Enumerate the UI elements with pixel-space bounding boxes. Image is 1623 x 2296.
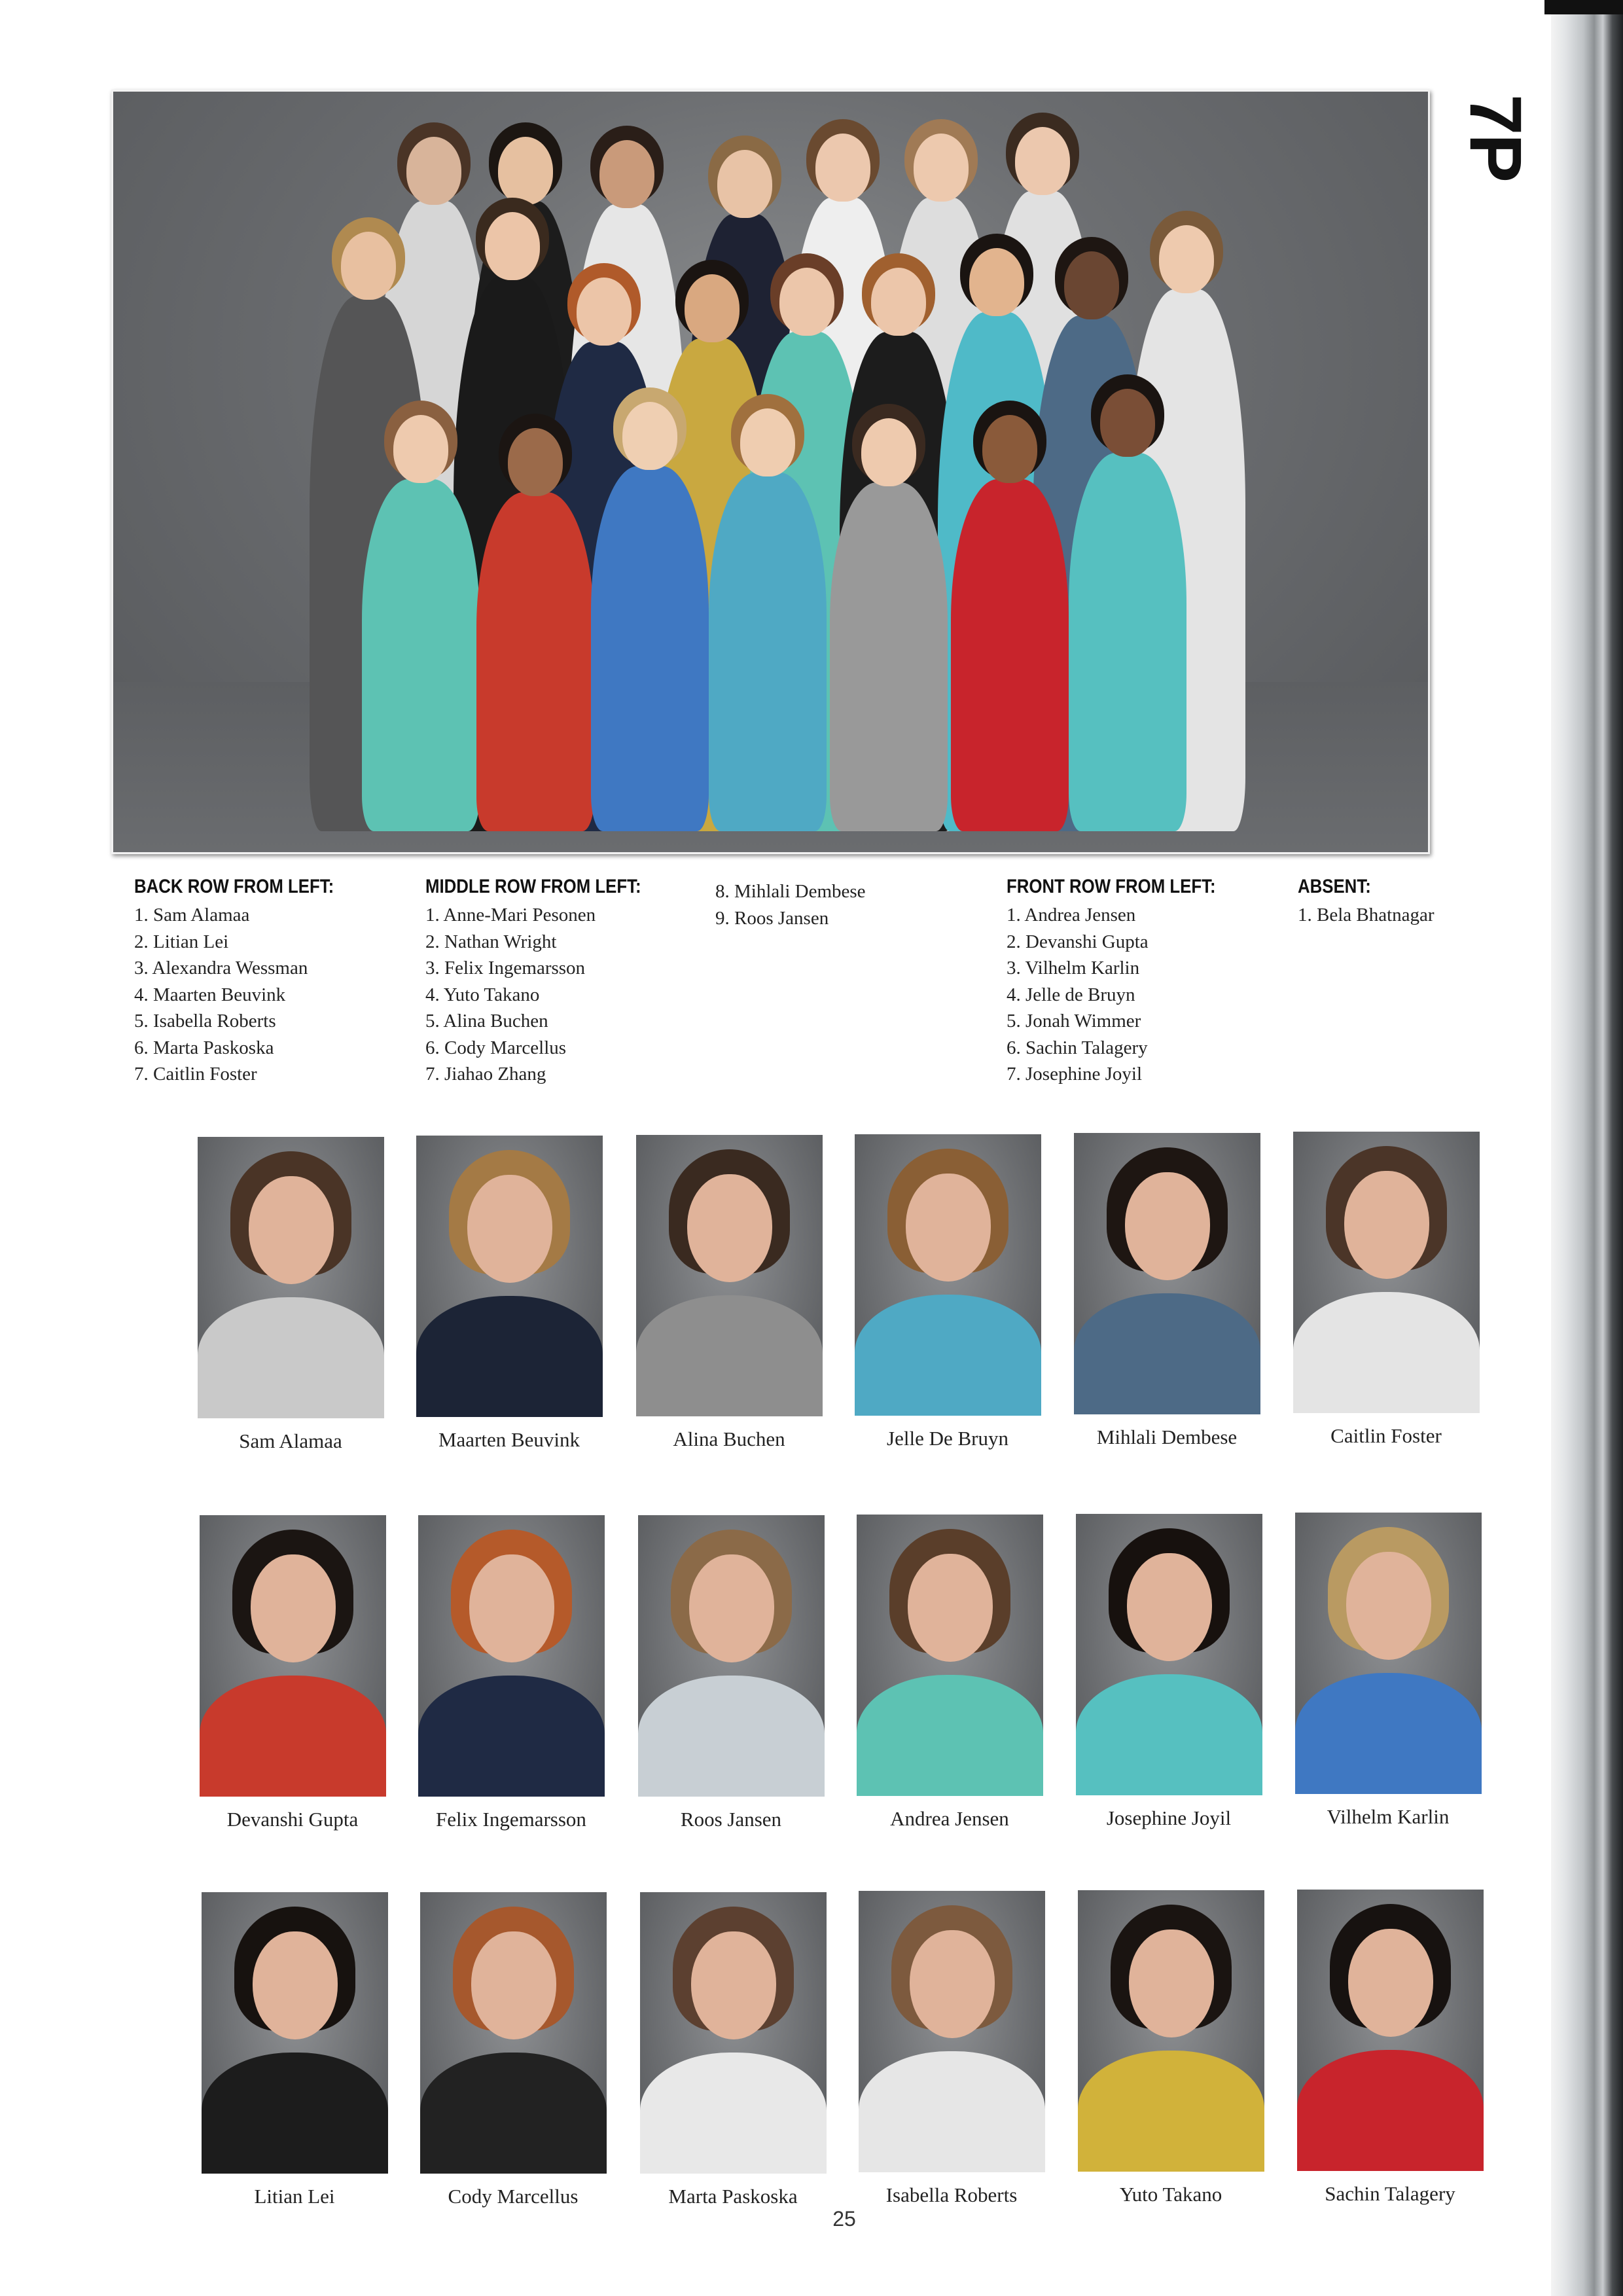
student-portrait xyxy=(640,1892,827,2174)
student-portrait xyxy=(200,1515,386,1797)
student-portrait xyxy=(636,1135,823,1416)
caption-name: 7. Jiahao Zhang xyxy=(425,1064,546,1085)
figure-face xyxy=(498,137,553,205)
portrait-shirt xyxy=(636,1295,823,1416)
caption-middle-row-continued xyxy=(715,878,866,931)
caption-name: 4. Maarten Beuvink xyxy=(134,984,286,1005)
student-portrait xyxy=(1295,1513,1482,1794)
figure-face xyxy=(599,140,654,208)
figure-body xyxy=(830,482,948,831)
figure-face xyxy=(1100,389,1155,457)
caption-name: 5. Isabella Roberts xyxy=(134,1011,276,1031)
portrait-name: Vilhelm Karlin xyxy=(1327,1805,1450,1828)
portrait-name: Roos Jansen xyxy=(680,1808,782,1831)
caption-name: 2. Litian Lei xyxy=(134,931,229,952)
portrait-shirt xyxy=(1297,2050,1484,2171)
portrait-shirt xyxy=(1078,2051,1264,2172)
portrait-name: Josephine Joyil xyxy=(1106,1806,1232,1829)
caption-name: 1. Anne-Mari Pesonen xyxy=(425,905,596,925)
portrait-name: Maarten Beuvink xyxy=(438,1428,580,1451)
caption-back-row xyxy=(134,876,366,1088)
figure-face xyxy=(1015,127,1070,195)
portrait-face xyxy=(687,1174,772,1282)
portrait-name: Caitlin Foster xyxy=(1330,1424,1442,1447)
student-portrait xyxy=(1293,1132,1480,1413)
portrait-name: Jelle De Bruyn xyxy=(887,1427,1008,1450)
portrait-shirt xyxy=(859,2051,1045,2172)
figure-face xyxy=(717,150,772,218)
student-portrait xyxy=(416,1136,603,1417)
figure-body xyxy=(476,492,594,831)
portrait-face xyxy=(1127,1553,1212,1661)
portrait-name: Mihlali Dembese xyxy=(1096,1426,1238,1448)
portrait-shirt xyxy=(416,1296,603,1417)
portrait-name: Felix Ingemarsson xyxy=(436,1808,586,1831)
portrait-face xyxy=(1348,1929,1433,2037)
figure-body xyxy=(362,479,480,831)
portrait-shirt xyxy=(200,1676,386,1797)
portrait-face xyxy=(906,1174,991,1282)
portrait-name: Devanshi Gupta xyxy=(226,1808,359,1831)
caption-name: 1. Sam Alamaa xyxy=(134,905,250,925)
portrait-shirt xyxy=(1295,1673,1482,1794)
caption-name: 6. Cody Marcellus xyxy=(425,1037,567,1058)
student-portrait xyxy=(1076,1514,1262,1795)
student-portrait xyxy=(420,1892,607,2174)
student-portrait xyxy=(202,1892,388,2174)
caption-name: 4. Yuto Takano xyxy=(425,984,540,1005)
portrait-face xyxy=(1346,1552,1431,1660)
caption-name: 2. Devanshi Gupta xyxy=(1007,931,1149,952)
portrait-name: Sam Alamaa xyxy=(239,1429,342,1452)
portrait-face xyxy=(908,1554,993,1662)
caption-name: 8. Mihlali Dembese xyxy=(715,881,866,902)
caption-name: 1. Bela Bhatnagar xyxy=(1298,905,1435,925)
figure-body xyxy=(591,466,709,831)
caption-list-front xyxy=(1007,902,1250,1088)
page-number: 25 xyxy=(832,2207,856,2231)
caption-name: 2. Nathan Wright xyxy=(425,931,557,952)
portrait-shirt xyxy=(418,1676,605,1797)
portrait-name: Cody Marcellus xyxy=(448,2185,579,2208)
student-portrait xyxy=(638,1515,825,1797)
figure-face xyxy=(815,134,870,202)
portrait-shirt xyxy=(1074,1293,1260,1414)
portrait-name: Marta Paskoska xyxy=(668,2185,798,2208)
caption-name: 9. Roos Jansen xyxy=(715,907,829,929)
portrait-shirt xyxy=(202,2053,388,2174)
portrait-shirt xyxy=(1293,1292,1480,1413)
figure-body xyxy=(1069,453,1186,831)
figure-face xyxy=(779,268,834,336)
portrait-shirt xyxy=(855,1295,1041,1416)
figure-face xyxy=(393,415,448,483)
caption-list-absent xyxy=(1298,902,1435,929)
figure-face xyxy=(1064,251,1119,319)
portrait-shirt xyxy=(420,2053,607,2174)
portrait-shirt xyxy=(1076,1674,1262,1795)
figure-face xyxy=(740,408,795,476)
caption-middle-row xyxy=(425,876,676,1088)
caption-name: 3. Alexandra Wessman xyxy=(134,958,308,978)
student-portrait xyxy=(859,1891,1045,2172)
caption-heading-middle: MIDDLE ROW FROM LEFT: xyxy=(425,876,641,897)
portrait-shirt xyxy=(638,1676,825,1797)
caption-list-back xyxy=(134,902,366,1088)
caption-name: 4. Jelle de Bruyn xyxy=(1007,984,1135,1005)
student-portrait xyxy=(857,1515,1043,1796)
figure-face xyxy=(982,415,1037,483)
caption-name: 6. Marta Paskoska xyxy=(134,1037,274,1058)
caption-heading-back: BACK ROW FROM LEFT: xyxy=(134,876,334,897)
figure-body xyxy=(951,479,1069,831)
figure-face xyxy=(341,232,396,300)
portrait-name: Yuto Takano xyxy=(1119,2183,1222,2206)
portrait-face xyxy=(467,1175,552,1283)
figure-face xyxy=(1159,225,1214,293)
caption-name: 3. Vilhelm Karlin xyxy=(1007,958,1140,978)
caption-name: 5. Jonah Wimmer xyxy=(1007,1011,1141,1031)
figure-body xyxy=(709,473,827,831)
figure-face xyxy=(406,137,461,205)
portrait-shirt xyxy=(640,2053,827,2174)
figure-face xyxy=(577,278,632,346)
caption-absent xyxy=(1298,876,1435,929)
portrait-face xyxy=(910,1930,995,2038)
portrait-face xyxy=(1344,1171,1429,1279)
caption-front-row xyxy=(1007,876,1250,1088)
figure-face xyxy=(485,212,540,280)
figure-face xyxy=(914,134,969,202)
figure-face xyxy=(508,428,563,496)
caption-list-middle-cont xyxy=(715,878,866,931)
caption-name: 6. Sachin Talagery xyxy=(1007,1037,1148,1058)
figure-face xyxy=(969,248,1024,316)
student-portrait xyxy=(1074,1133,1260,1414)
portrait-face xyxy=(253,1931,338,2039)
figure-face xyxy=(861,418,916,486)
class-group-photo xyxy=(111,90,1430,854)
student-portrait xyxy=(855,1134,1041,1416)
section-tab-label: 7P xyxy=(1454,94,1537,181)
portrait-name: Sachin Talagery xyxy=(1325,2182,1455,2205)
portrait-name: Isabella Roberts xyxy=(885,2183,1018,2206)
student-portrait xyxy=(1078,1890,1264,2172)
portrait-face xyxy=(471,1931,556,2039)
page-binding xyxy=(1551,0,1623,2296)
portrait-name: Alina Buchen xyxy=(673,1427,785,1450)
figure-face xyxy=(871,268,926,336)
portrait-face xyxy=(249,1176,334,1284)
portrait-face xyxy=(251,1554,336,1662)
student-portrait xyxy=(198,1137,384,1418)
portrait-face xyxy=(689,1554,774,1662)
portrait-face xyxy=(691,1931,776,2039)
portrait-shirt xyxy=(198,1297,384,1418)
caption-list-middle xyxy=(425,902,676,1088)
caption-name: 7. Josephine Joyil xyxy=(1007,1064,1143,1085)
caption-name: 3. Felix Ingemarsson xyxy=(425,958,586,978)
caption-name: 5. Alina Buchen xyxy=(425,1011,548,1031)
caption-name: 1. Andrea Jensen xyxy=(1007,905,1136,925)
figure-face xyxy=(685,274,740,342)
portrait-shirt xyxy=(857,1675,1043,1796)
portrait-name: Andrea Jensen xyxy=(890,1807,1009,1830)
caption-name: 7. Caitlin Foster xyxy=(134,1064,257,1085)
student-portrait xyxy=(418,1515,605,1797)
portrait-name: Litian Lei xyxy=(254,2185,335,2208)
caption-heading-front: FRONT ROW FROM LEFT: xyxy=(1007,876,1216,897)
caption-heading-absent: ABSENT: xyxy=(1298,876,1371,897)
section-tab xyxy=(1454,85,1537,190)
binding-edge xyxy=(1544,0,1623,14)
portrait-face xyxy=(469,1554,554,1662)
figure-face xyxy=(622,402,677,470)
portrait-face xyxy=(1125,1172,1210,1280)
student-portrait xyxy=(1297,1890,1484,2171)
portrait-face xyxy=(1129,1929,1214,2037)
